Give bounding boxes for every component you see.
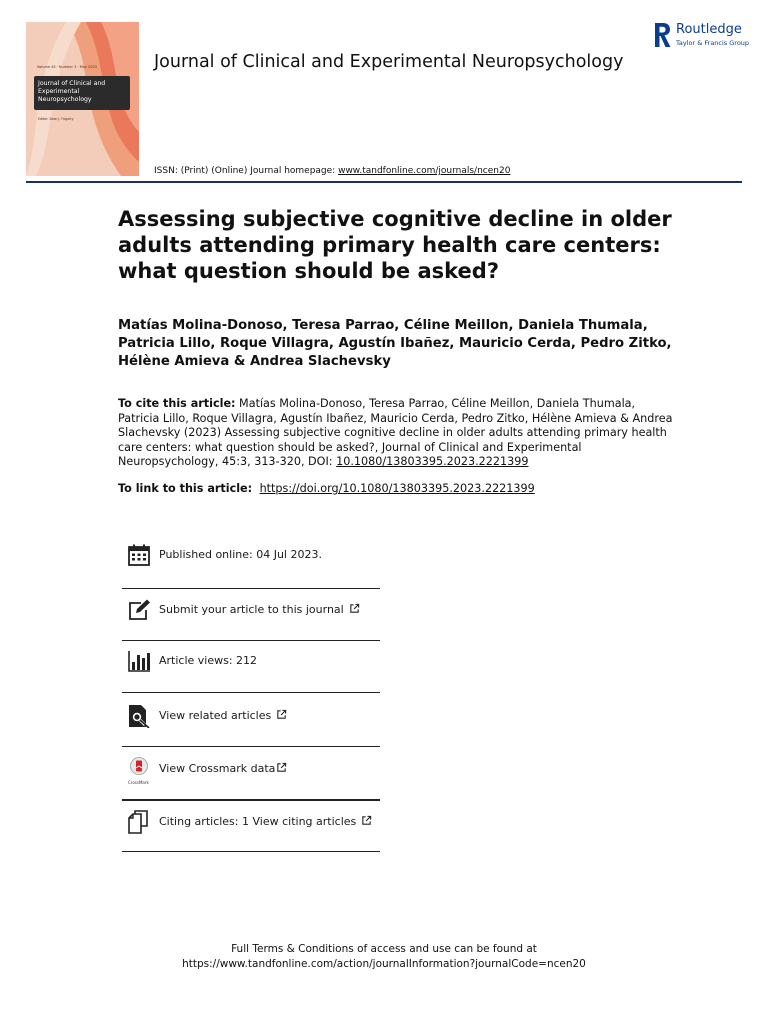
publisher-group: Taylor & Francis Group [676, 39, 750, 47]
crossmark-badge-text: CrossMark [128, 780, 149, 785]
article-title: Assessing subjective cognitive decline in older adults attending primary health care centers: what question should be asked? [118, 207, 672, 283]
cover-meta: Volume 45 · Number 3 · May 2023 [37, 65, 97, 69]
info-divider [122, 588, 380, 589]
calendar-icon [127, 543, 151, 567]
article-views: Article views: 212 [159, 654, 258, 667]
issn-line [154, 166, 510, 176]
article-authors: Matías Molina-Donoso, Teresa Parrao, Céline Meillon, Daniela Thumala, Patricia Lillo, Roque Villagra, Agustín Ibañez, Mauricio Cerda, Pedro Zitko, Hélène Amieva & Andrea Slachevsky [118, 318, 672, 369]
issn-text: ISSN: (Print) (Online) Journal homepage: [154, 166, 339, 176]
publisher-logo[interactable] [654, 22, 750, 50]
published-row [122, 535, 380, 575]
external-link-icon [276, 709, 287, 720]
edit-icon [127, 598, 151, 622]
crossmark-icon [127, 757, 151, 781]
citation-label: To cite this article: [118, 397, 236, 410]
article-views-row [122, 641, 380, 681]
terms-link[interactable]: https://www.tandfonline.com/action/journalInformation?journalCode=ncen20 [182, 958, 586, 970]
citing-articles-link[interactable] [159, 815, 372, 828]
crossmark-row[interactable] [122, 749, 380, 789]
bar-chart-icon [127, 649, 151, 673]
related-articles-row[interactable] [122, 696, 380, 736]
citing-articles-row[interactable] [122, 802, 380, 842]
related-articles-link[interactable] [159, 709, 287, 722]
info-divider [122, 746, 380, 747]
article-doi-link[interactable]: https://doi.org/10.1080/13803395.2023.2221399 [259, 482, 535, 495]
journal-title: Journal of Clinical and Experimental Neuropsychology [154, 52, 624, 72]
external-link-icon [349, 603, 360, 614]
external-link-icon [276, 762, 287, 773]
related-articles-label: View related articles [159, 709, 272, 722]
routledge-r-icon [654, 22, 672, 48]
journal-cover-image [26, 22, 139, 176]
header-divider [26, 181, 742, 183]
info-divider [122, 799, 380, 801]
submit-article-link[interactable] [159, 603, 360, 616]
article-link-label: To link to this article: [118, 482, 256, 495]
info-divider [122, 851, 380, 852]
citation-block [118, 397, 678, 470]
crossmark-label: View Crossmark data [159, 762, 276, 775]
journal-homepage-link[interactable]: www.tandfonline.com/journals/ncen20 [338, 166, 511, 176]
citation-doi-link[interactable]: 10.1080/13803395.2023.2221399 [336, 455, 529, 469]
cover-editor: Editor: Sean J. Fogarty [38, 117, 74, 121]
submit-article-label: Submit your article to this journal [159, 603, 344, 616]
citing-articles-label: Citing articles: 1 View citing articles [159, 815, 357, 828]
terms-line: Full Terms & Conditions of access and use can be found at [231, 943, 537, 955]
document-search-icon [127, 704, 151, 728]
article-link-line [118, 482, 678, 495]
cover-title: Journal of Clinical and Experimental Neuropsychology [38, 80, 106, 104]
info-divider [122, 692, 380, 693]
submit-article-row[interactable] [122, 590, 380, 630]
external-link-icon [361, 815, 372, 826]
citation-text: Matías Molina-Donoso, Teresa Parrao, Céline Meillon, Daniela Thumala, Patricia Lillo, Roque Villagra, Agustín Ibañez, Mauricio Cerda, Pedro Zitko, Hélène Amieva & Andrea Slachevsky (2023) Assessing subjective cognitive decline in older adults attending primary health care centers: what question should be asked?, Journal of Clinical and Experimental Neuropsychology, 45:3, 313-320, DOI: [118, 397, 673, 469]
terms-footer [0, 942, 768, 972]
publisher-name: Routledge [676, 22, 742, 37]
published-date: Published online: 04 Jul 2023. [159, 548, 322, 561]
crossmark-link[interactable] [159, 762, 287, 775]
copy-documents-icon [127, 810, 151, 834]
